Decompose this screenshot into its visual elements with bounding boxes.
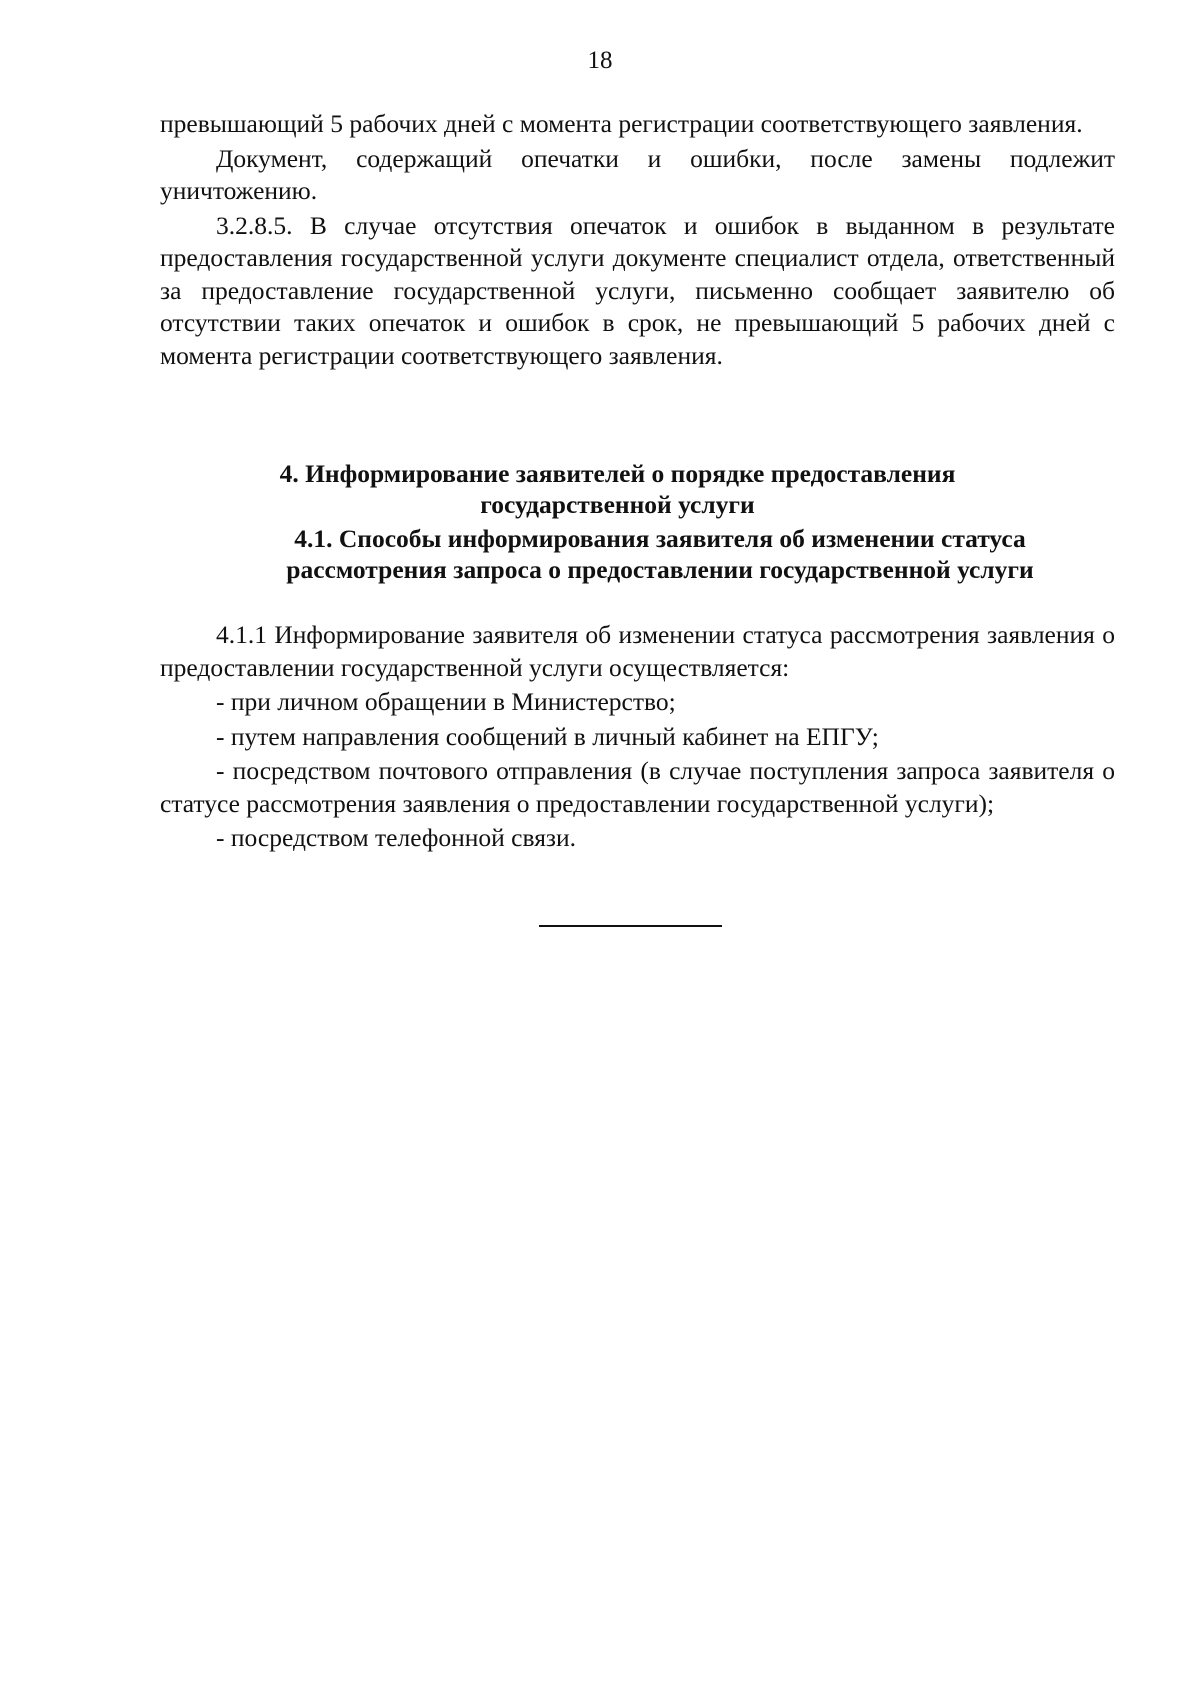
section-4-heading-line-1: 4. Информирование заявителей о порядке предоставления bbox=[279, 459, 956, 488]
section-4-1-heading-line-1: 4.1. Способы информирования заявителя об изменении статуса bbox=[294, 524, 1026, 553]
paragraph-3-2-8-5: 3.2.8.5. В случае отсутствия опечаток и ошибок в выданном в результате предоставления государственной услуги документе специалист отдела, ответственный за предоставление государственной услуги, письменно сообщает заявителю об отсутствии таких опечаток и ошибок в срок, не превышающий 5 рабочих дней с момента регистрации соответствующего заявления. bbox=[160, 210, 1115, 370]
paragraph-continuation: превышающий 5 рабочих дней с момента регистрации соответствующего заявления. bbox=[160, 109, 1083, 138]
paragraph-4-1-1: 4.1.1 Информирование заявителя об изменении статуса рассмотрения заявления о предоставлении государственной услуги осуществляется: bbox=[160, 620, 1115, 682]
list-item-epgu: - путем направления сообщений в личный кабинет на ЕПГУ; bbox=[216, 721, 879, 751]
top-text-block bbox=[160, 108, 1115, 372]
section-4-1-body bbox=[160, 619, 1115, 855]
page-number: 18 bbox=[587, 47, 613, 74]
section-4-heading-line-2: государственной услуги bbox=[480, 490, 755, 519]
list-item-phone: - посредством телефонной связи. bbox=[216, 823, 577, 852]
section-4-1-heading bbox=[205, 523, 1115, 585]
section-4-1-heading-line-2: рассмотрения запроса о предоставлении государственной услуги bbox=[286, 555, 1034, 584]
end-of-document-rule bbox=[539, 925, 722, 927]
list-item-postal: - посредством почтового отправления (в случае поступления запроса заявителя о статусе рассмотрения заявления о предоставлении государственной услуги); bbox=[160, 756, 1115, 818]
paragraph-document-destruction: Документ, содержащий опечатки и ошибки, после замены подлежит уничтожению. bbox=[160, 143, 1115, 205]
list-item-ministry: - при личном обращении в Министерство; bbox=[216, 687, 676, 716]
section-4-heading bbox=[120, 458, 1115, 520]
